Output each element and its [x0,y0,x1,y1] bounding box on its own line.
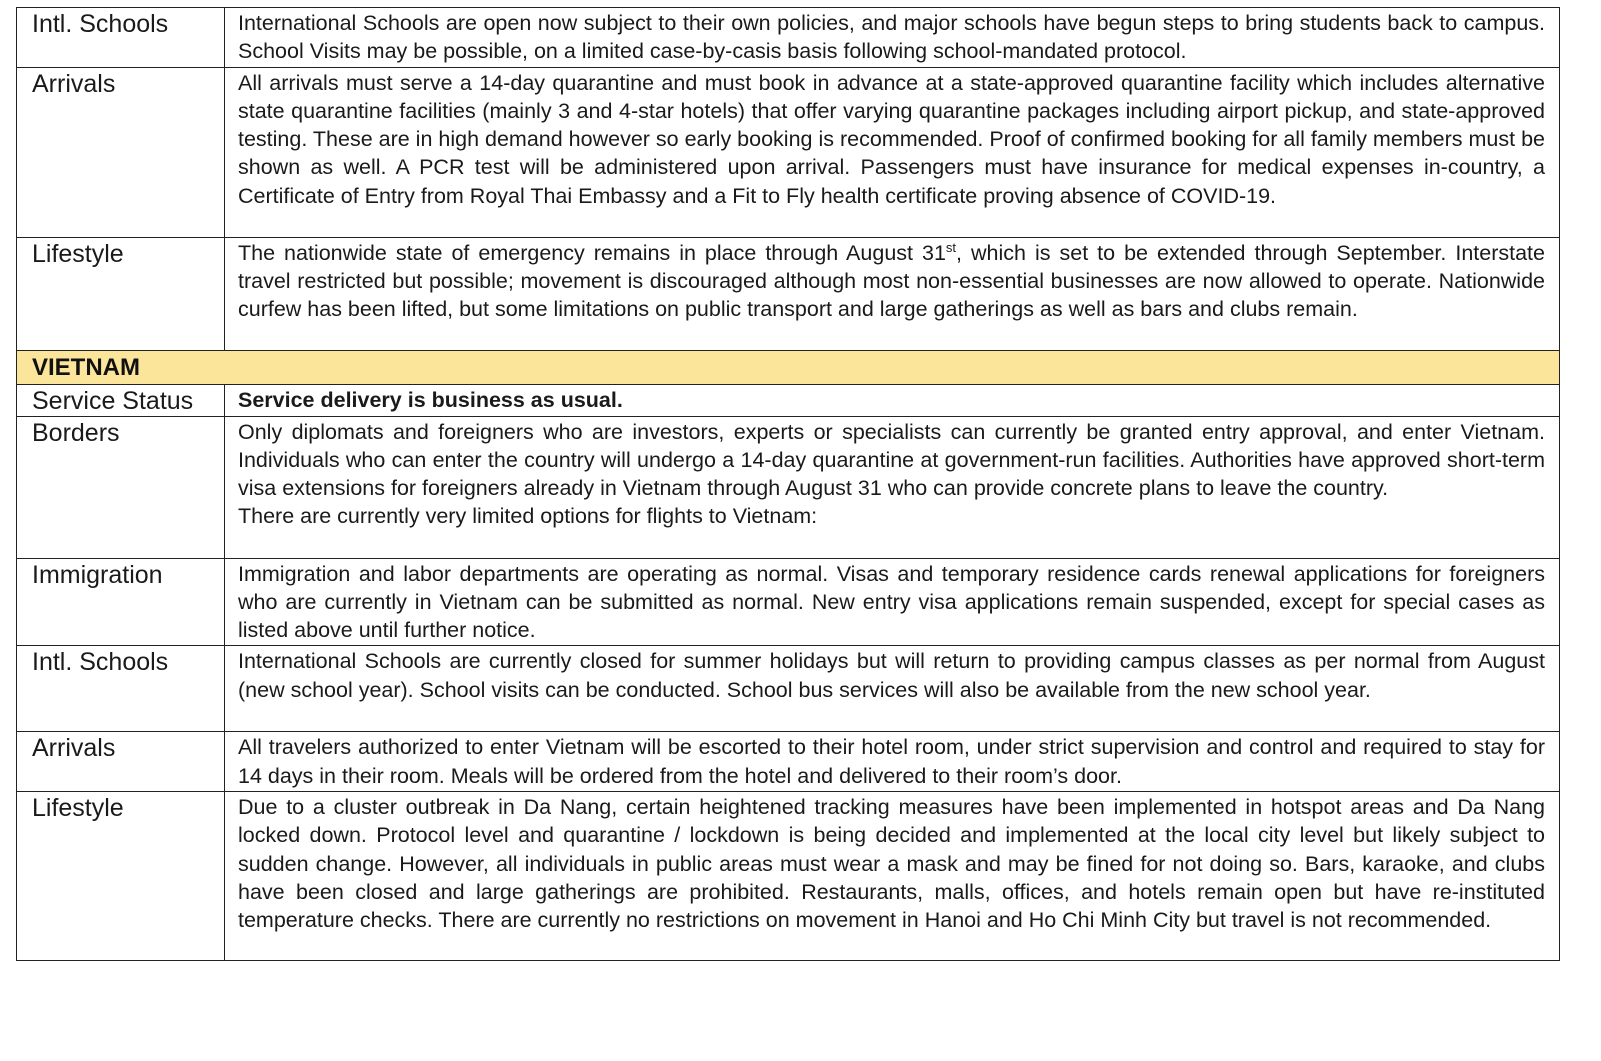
table-row [17,416,1560,558]
table-row [17,384,1560,416]
table-row [17,792,1560,961]
row-label: Arrivals [17,732,225,792]
row-text: Immigration and labor departments are operating as normal. Visas and temporary residence cards renewal applications for foreigners who are currently in Vietnam can be submitted as normal. New entry visa applications remain suspended, except for special cases as listed above until further notice. [225,558,1560,646]
row-text: International Schools are currently closed for summer holidays but will return to providing campus classes as per normal from August (new school year). School visits can be conducted. School bus services will also be available from the new school year. [225,646,1560,732]
section-header-row [17,350,1560,384]
table-row [17,8,1560,68]
borders-paragraph: Only diplomats and foreigners who are investors, experts or specialists can currently be granted entry approval, and enter Vietnam. Individuals who can enter the country will undergo a 14-day quarantine at government-run facilities. Authorities have approved short-term visa extensions for foreigners already in Vietnam through August 31 who can provide concrete plans to leave the country. [238,419,1545,501]
row-text: All travelers authorized to enter Vietnam will be escorted to their hotel room, under strict supervision and control and required to stay for 14 days in their room. Meals will be ordered from the hotel and delivered to their room’s door. [225,732,1560,792]
row-text [225,237,1560,350]
row-text-part: The nationwide state of emergency remains in place through August 31 [238,240,946,265]
row-text-part: , which is set to be extended through September. Interstate travel restricted but possible; movement is discouraged although most non-essential businesses are now allowed to operate. Nationwide curfew has been lifted, but some limitations on public transport and large gatherings as well as bars and clubs remain. [238,240,1545,322]
row-label: Borders [17,416,225,558]
row-text: International Schools are open now subject to their own policies, and major schools have begun steps to bring students back to campus. School Visits may be possible, on a limited case-by-casis basis following school-mandated protocol. [225,8,1560,68]
row-text: All arrivals must serve a 14-day quarantine and must book in advance at a state-approved quarantine facility which includes alternative state quarantine facilities (mainly 3 and 4-star hotels) that offer varying quarantine packages including airport pickup, and state-approved testing. These are in high demand however so early booking is recommended. Proof of confirmed booking for all family members must be shown as well. A PCR test will be administered upon arrival. Passengers must have insurance for medical expenses in-country, a Certificate of Entry from Royal Thai Embassy and a Fit to Fly health certificate proving absence of COVID-19. [225,67,1560,237]
table-row [17,237,1560,350]
borders-flights-paragraph: There are currently very limited options for flights to Vietnam: [238,504,818,529]
table-row [17,646,1560,732]
table-row [17,732,1560,792]
row-label: Intl. Schools [17,8,225,68]
row-label: Arrivals [17,67,225,237]
table-row [17,67,1560,237]
table-row [17,558,1560,646]
service-status-text: Service delivery is business as usual. [225,384,1560,416]
ordinal-suffix: st [945,239,957,255]
row-label: Service Status [17,384,225,416]
row-text [225,416,1560,558]
section-title: VIETNAM [17,350,1560,384]
row-label: Lifestyle [17,237,225,350]
country-status-table [16,7,1560,961]
row-label: Immigration [17,558,225,646]
row-text: Due to a cluster outbreak in Da Nang, certain heightened tracking measures have been implemented in hotspot areas and Da Nang locked down. Protocol level and quarantine / lockdown is being decided and implemented at the local city level but likely subject to sudden change. However, all individuals in public areas must wear a mask and may be fined for not doing so. Bars, karaoke, and clubs have been closed and large gatherings are prohibited. Restaurants, malls, offices, and hotels remain open but have re-instituted temperature checks. There are currently no restrictions on movement in Hanoi and Ho Chi Minh City but travel is not recommended. [225,792,1560,961]
row-label: Lifestyle [17,792,225,961]
row-label: Intl. Schools [17,646,225,732]
